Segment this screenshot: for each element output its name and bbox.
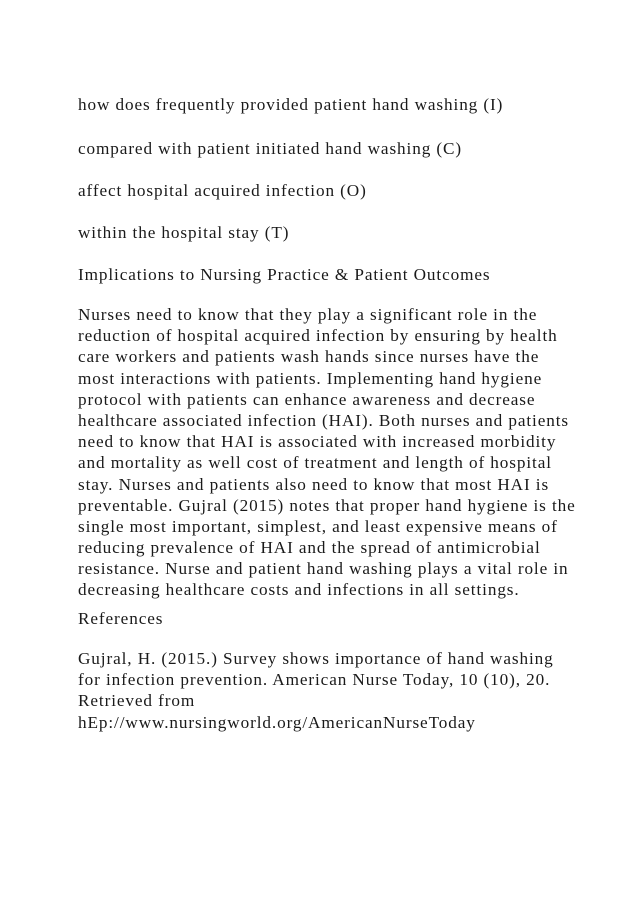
reference-line: for infection prevention. American Nurse Today, 10 (10), 20. — [78, 670, 551, 690]
paragraph-line: stay. Nurses and patients also need to know that most HAI is — [78, 474, 550, 494]
pico-intervention-line: how does frequently provided patient hand washing (I) — [78, 95, 504, 114]
pico-outcome-line: affect hospital acquired infection (O) — [78, 181, 367, 200]
paragraph-line: most interactions with patients. Implementing hand hygiene — [78, 368, 543, 388]
paragraph-line: decreasing healthcare costs and infections in all settings. — [78, 580, 520, 600]
section-heading: Implications to Nursing Practice & Patient Outcomes — [78, 265, 491, 284]
paragraph-line: need to know that HAI is associated with increased morbidity — [78, 432, 557, 452]
references-heading: References — [78, 609, 164, 628]
reference-line: Retrieved from — [78, 691, 196, 711]
paragraph-line: preventable. Gujral (2015) notes that proper hand hygiene is the — [78, 495, 576, 515]
pico-time-line: within the hospital stay (T) — [78, 223, 290, 242]
reference-url: hEp://www.nursingworld.org/AmericanNurseToday — [78, 712, 476, 732]
paragraph-line: protocol with patients can enhance awareness and decrease — [78, 389, 536, 409]
paragraph-line: healthcare associated infection (HAI). Both nurses and patients — [78, 410, 570, 430]
pico-comparison-line: compared with patient initiated hand washing (C) — [78, 139, 462, 158]
reference-entry — [78, 648, 598, 733]
paragraph-line: resistance. Nurse and patient hand washing plays a vital role in — [78, 559, 569, 579]
paragraph-line: care workers and patients wash hands since nurses have the — [78, 347, 540, 367]
reference-line: Gujral, H. (2015.) Survey shows importance of hand washing — [78, 649, 554, 668]
body-paragraph — [78, 304, 598, 601]
paragraph-line: Nurses need to know that they play a significant role in the — [78, 305, 538, 324]
paragraph-line: single most important, simplest, and least expensive means of — [78, 516, 558, 536]
paragraph-line: and mortality as well cost of treatment and length of hospital — [78, 453, 552, 473]
paragraph-line: reduction of hospital acquired infection by ensuring by health — [78, 326, 558, 346]
paragraph-line: reducing prevalence of HAI and the spread of antimicrobial — [78, 538, 541, 558]
